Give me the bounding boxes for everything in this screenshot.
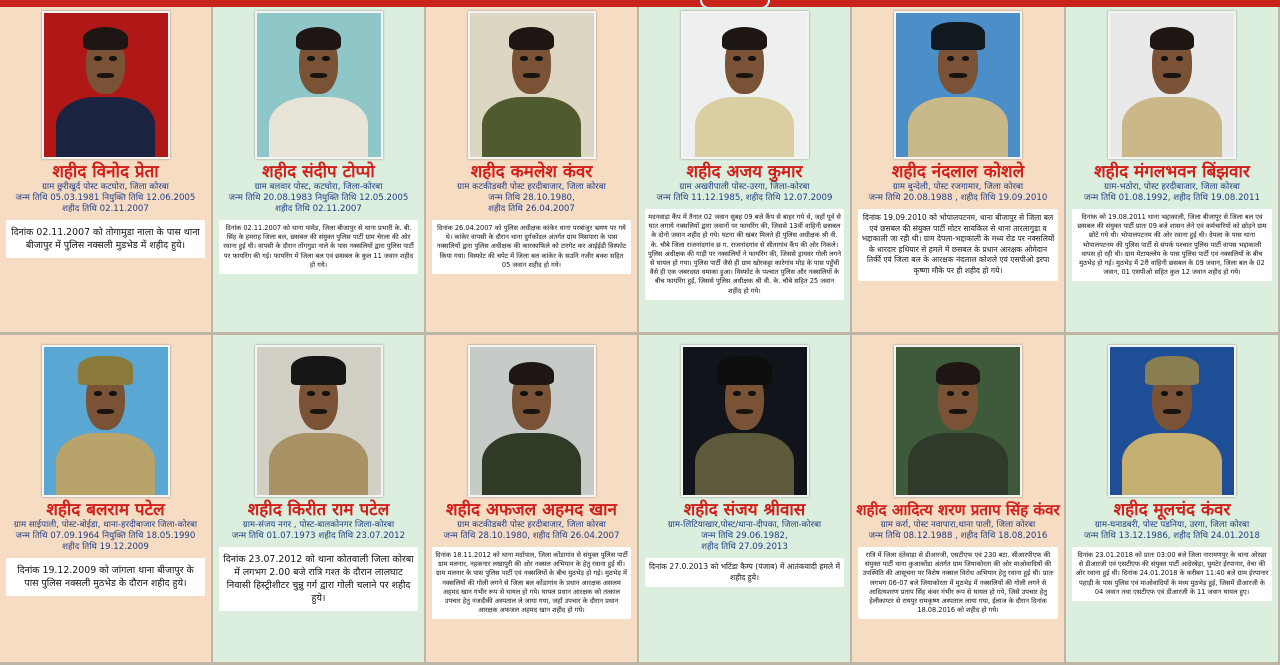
martyr-story: दिनांक 23.07.2012 को थाना कोतवाली जिला कोरबा में लगभग 2.00 बजे रात्रि गश्त के दौरान लालघाट निवासी हिस्ट्रीशीटर चुन्नु गर्ग द्वारा गोली चलाने पर शहीद हुये। <box>219 547 418 611</box>
martyr-card <box>852 7 1066 335</box>
martyr-card <box>852 335 1066 665</box>
martyr-address: ग्राम छुरीखुर्द पोस्ट कटघोरा, जिला कोरबा <box>42 182 169 192</box>
martyr-card <box>0 335 213 665</box>
martyr-address: ग्राम कर्रा, पोस्ट नवापारा,थाना पाली, जिला कोरबा <box>880 520 1036 530</box>
martyr-dates: जन्म तिथि 08.12.1988 , शहीद तिथि 18.08.2016 <box>868 531 1048 541</box>
martyr-address: ग्राम कटकीडबरी पोस्ट हरदीबाजार, जिला कोरबा <box>457 182 606 192</box>
header-bar <box>0 0 1280 7</box>
martyr-story: दिनांक 02.11.2007 को थाना पामेड, जिला बीजापुर से थाना प्रभारी के. बी. सिंह के हमराह जिला बल, छसबल की संयुक्त पुलिस पार्टी ग्राम चेरला की ओर रवाना हुई थी। वापसी के दौरान तोंगगुडा नाले के पास नक्सलियों द्वारा पुलिस पार्टी पर फायरिंग की गई। फायरिंग में जिला बल एवं छसबल के कुल 11 जवान शहीद हो गये। <box>219 220 418 274</box>
martyr-martyrdom-date: शहीद तिथि 19.12.2009 <box>62 542 149 552</box>
martyr-name: शहीद किरीत राम पटेल <box>247 500 390 520</box>
martyr-name: शहीद अजय कुमार <box>686 162 803 182</box>
martyr-dates: जन्म तिथि 07.09.1964 नियुक्ति तिथि 18.05.1990 <box>15 531 196 541</box>
martyr-card <box>426 335 639 665</box>
martyr-address: ग्राम-घनाडबरी, पोस्ट पडनिया, उरगा, जिला कोरबा <box>1094 520 1250 530</box>
martyr-grid <box>0 7 1280 665</box>
martyr-story: रात्रि में जिला दंतेवाड़ा से डीआरजी, एसटीएफ एवं 230 बटा. सीआरपीएफ की संयुक्त पार्टी थाना कुआकोंडा अंतर्गत ग्राम जियाकोरता की ओर माओवादियों की उपस्थिति की आसूचना पर विशेष नक्सल विरोध अभियान हेतु रवाना हुई थी। प्रातः लगभग 06-07 बजे जियाकोरता में मुठभेड़ में नक्सलियों की गोली लगने से आदित्यशरण प्रताप सिंह कंवर गंभीर रूप से घायल हो गये, जिसे उपचार हेतु हेलीकाप्टर से रायपुर रामकृष्ण अस्पताल लाया गया, ईलाज के दौरान दिनांक 18.08.2016 को शहीद हो गये। <box>858 547 1058 619</box>
martyr-name: शहीद मूलचंद कंवर <box>1113 500 1231 520</box>
martyr-card <box>426 7 639 335</box>
portrait-photo <box>255 11 383 159</box>
martyr-name: शहीद आदित्य शरण प्रताप सिंह कंवर <box>856 501 1060 519</box>
martyr-martyrdom-date: शहीद तिथि 26.04.2007 <box>488 204 575 214</box>
martyr-card <box>213 7 426 335</box>
martyr-story: मदनवाड़ा कैंप में तैनात 02 जवान सुबह 09 बजे कैंप से बाहर गये थे, जहाँ पूर्व से घात लगाये नक्सलियों द्वारा जवानों पर फायरिंग की, जिससे 13वीं वाहिनी छसबल के दोनो जवान शहीद हो गये। घटना की खबर मिलते ही पुलिस अधीक्षक श्री वी. के. चौबे जिला राजनांदगांव छ ग. राजनांदगांव से सीतागांव कैंप की ओर निकले। पुलिस अधीक्षक की गाड़ी पर नक्सलियों ने फायरिंग की, जिससे ड्रायवर गोली लगने से घायल हो गया। पुलिस पार्टी जैसे ही ग्राम खोरकट्टा कारेगांव मोड़ के पास पहुँची वैसे ही एक जबरदस्त धमाका हुआ। विस्फोट के पश्चात पुलिस और नक्सलियों के बीच फायरिंग हुई, जिससे पुलिस अधीक्षक श्री वी. के. चौबे सहित 25 जवान शहीद हो गये। <box>645 209 844 300</box>
martyr-dates: जन्म तिथि 29.06.1982, <box>701 531 788 541</box>
martyr-name: शहीद विनोद प्रेता <box>52 162 159 182</box>
martyr-dates: जन्म तिथि 20.08.1988 , शहीद तिथि 19.09.2010 <box>868 193 1048 203</box>
martyr-dates: जन्म तिथि 01.08.1992, शहीद तिथि 19.08.2011 <box>1084 193 1260 203</box>
martyr-dates: जन्म तिथि 28.10.1980, शहीद तिथि 26.04.2007 <box>443 531 620 541</box>
martyr-story: दिनांक 26.04.2007 को पुलिस अधीक्षक कांकेर थाना परबांजुर भ्रमण पर गये थे। कांकेर वापसी के दौरान थाना दुर्गकोंदल अंतर्गत ग्राम मिसपारा के पास नक्सलियों द्वारा पुलिस अधीक्षक की कारकाफिले को टारगेट कर आईईडी विस्फोट किया गया। विस्फोट की चपेट में जिला बल कांकेर के सउनि नजीर बक्श सहित 05 जवान शहीद हो गये। <box>432 220 631 274</box>
portrait-photo <box>42 345 170 497</box>
portrait-photo <box>255 345 383 497</box>
martyr-address: ग्राम साईपाली, पोस्ट-बोईडा, थाना-हरदीबाजार जिला-कोरबा <box>13 520 198 530</box>
martyr-address: ग्राम बुन्देली, पोस्ट रजगामार, जिला कोरबा <box>892 182 1024 192</box>
martyr-story: दिनांक 18.11.2012 को थाना मर्दापाल, जिला कोंडागांव से संयुक्त पुलिस पार्टी ग्राम मलनार, नहकनार लखापुरी की ओर नक्सल अभियान के हेतु रवाना हुई थी। ग्राम मलनार के पास पुलिस पार्टी एवं नक्सलियों के बीच मुठभेड़ हो गई। मुठभेड़ में नक्सलियों की गोली लगने से जिला बल कोंडागांव के प्रधान आरक्षक असलम अहमद खान गंभीर रूप से घायल हो गये। घायल प्रधान आरक्षक को तत्काल उपचार हेतु नजदीकी अस्पताल ले जाया गया, जहाँ उपचार के दौरान प्रधान आरक्षक अफजल अहमद खान शहीद हो गये। <box>432 547 631 619</box>
martyr-story: दिनांक 02.11.2007 को तोगामुडा नाला के पास थाना बीजापुर में पुलिस नक्सली मुडभेड में शहीद हुये। <box>6 220 205 258</box>
martyr-card <box>639 7 852 335</box>
martyr-address: ग्राम-संजय नगर , पोस्ट-बालकोनगर जिला-कोरबा <box>242 520 395 530</box>
martyr-story: दिनांक 23.01.2018 को प्रातः 03:00 बजे जिला नारायणपुर के थाना ओरछा से डीआरजी एवं एसटीएफ की संयुक्त पार्टी आदेरबेड़ा, घुमटेर ईरपानार, वेचा की ओर रवाना हुई थी। दिनांक 24.01.2018 के करीबन 11:40 बजे ग्राम ईरपानार पहाड़ी के पास पुलिस एवं माओवादियों के मध्य मुठभेड़ हुई, जिसमें डीआरजी के 04 जवान तथा एसटीएफ एवं डीआरजी के 11 जवान घायल हुए। <box>1072 547 1272 601</box>
martyr-name: शहीद अफजल अहमद खान <box>446 500 617 520</box>
martyr-name: शहीद कमलेश कंवर <box>470 162 593 182</box>
martyr-name: शहीद संदीप टोप्पो <box>262 162 375 182</box>
martyr-story: दिनांक 19.12.2009 को जांगला थाना बीजापुर के पास पुलिस नक्सली मुठभेड के दौरान शहीद हुये। <box>6 558 205 596</box>
martyr-card <box>1066 335 1280 665</box>
martyr-name: शहीद मंगलभवन बिंझवार <box>1094 162 1250 182</box>
martyr-name: शहीद नंदलाल कोशले <box>891 162 1025 182</box>
portrait-photo <box>42 11 170 159</box>
martyr-name: शहीद बलराम पटेल <box>46 500 165 520</box>
martyr-martyrdom-date: शहीद तिथि 02.11.2007 <box>62 204 149 214</box>
portrait-photo <box>681 345 809 497</box>
martyr-address: ग्राम-भठोरा, पोस्ट हरदीबाजार, जिला कोरबा <box>1104 182 1240 192</box>
martyr-dates: जन्म तिथि 05.03.1981 नियुक्ति तिथि 12.06.2005 <box>15 193 196 203</box>
martyr-card <box>0 7 213 335</box>
martyr-card <box>639 335 852 665</box>
martyr-story: दिनांक को 19.08.2011 थाना भद्दाकाली, जिला बीजापुर से जिला बल एवं छसबल की संयुक्त पार्टी प्रातः 09 बजे शासन लेने एवं कर्मचारियों को छोड़ने ग्राम छोटे गये थी। भोपालपटनम की ओर रवाना हुई थी। देपला के पास थाना भोपालपटनम की पुलिस पार्टी से संपर्क पश्चात पुलिस पार्टी वापस भद्दाकाली वापस हो रही थी। ग्राम मेटापल्लेम के पास पुलिस पार्टी एवं नक्सलियों के बीच मुठभेड़ हो गई। मुठभेड़ में 2री वाहिनी छसबल के 09 जवान, जिला बल के 02 जवान, 01 एसपीओ सहित कुल 12 जवान शहीद हो गये। <box>1072 209 1272 281</box>
martyr-dates: जन्म तिथि 20.08.1983 नियुक्ति तिथि 12.05.2005 <box>228 193 409 203</box>
martyr-martyrdom-date: शहीद तिथि 02.11.2007 <box>275 204 362 214</box>
portrait-photo <box>1108 345 1236 497</box>
martyr-dates: जन्म तिथि 01.07.1973 शहीद तिथि 23.07.2012 <box>231 531 406 541</box>
martyr-name: शहीद संजय श्रीवास <box>683 500 806 520</box>
martyr-address: ग्राम अखरीपाली पोस्ट-उरगा, जिला-कोरबा <box>679 182 810 192</box>
portrait-photo <box>681 11 809 159</box>
martyr-card <box>1066 7 1280 335</box>
portrait-photo <box>468 345 596 497</box>
martyr-address: ग्राम बलवार पोस्ट, कटघोरा, जिला-कोरबा <box>254 182 383 192</box>
portrait-photo <box>468 11 596 159</box>
martyr-card <box>213 335 426 665</box>
portrait-photo <box>1108 11 1236 159</box>
martyr-story: दिनांक 19.09.2010 को भोपालपटनम, थाना बीजापुर से जिला बल एवं छसबल की संयुक्त पार्टी मोटर सायकिल से थाना तारलागुड़ा व भद्दाकाली जा रही थी। ग्राम देपला-भद्दाकाली के मध्य रोड पर नक्सलियों के धारदार हथियार से हमले में छसबल के प्रधान आरक्षक ओमेदान तिर्की एवं जिला बल के आरक्षक नंदलाल कोशले एवं एसपीओ इरपा कृष्णा मौके पर ही शहीद हो गये। <box>858 209 1058 281</box>
martyr-story: दिनांक 27.0.2013 को भटिंडा कैम्प (पंजाब) में आतंकवादी हमले में शहीद हुये। <box>645 558 844 587</box>
portrait-photo <box>894 345 1022 497</box>
martyr-dates: जन्म तिथि 11.12.1985, शहीद तिथि 12.07.2009 <box>656 193 833 203</box>
martyr-dates: जन्म तिथि 13.12.1986, शहीद तिथि 24.01.2018 <box>1084 531 1260 541</box>
martyr-martyrdom-date: शहीद तिथि 27.09.2013 <box>701 542 788 552</box>
martyr-address: ग्राम कटकीडबरी पोस्ट हरदीबाजार, जिला कोरबा <box>457 520 606 530</box>
martyr-dates: जन्म तिथि 28.10.1980, <box>488 193 575 203</box>
portrait-photo <box>894 11 1022 159</box>
martyr-address: ग्राम-लिटियाखार,पोस्ट/थाना-दीपका, जिला-कोरबा <box>667 520 822 530</box>
